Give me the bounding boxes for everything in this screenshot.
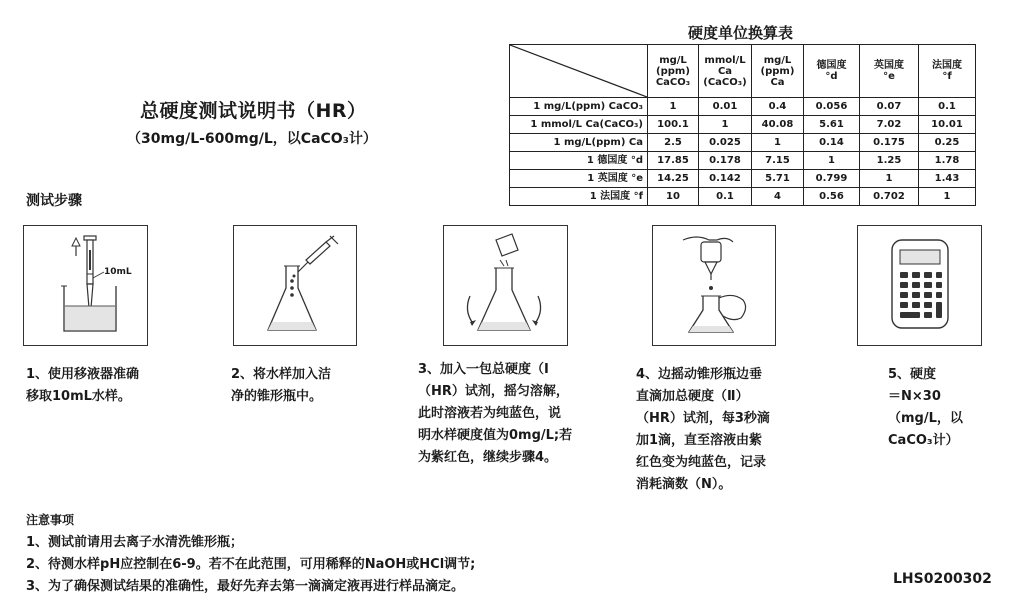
row-label: 1 德国度 °d [510,152,648,170]
step-line: （HR）试剂，每3秒滴 [636,411,770,426]
table-cell: 14.25 [648,170,699,188]
table-cell: 4 [752,188,804,206]
step-line: 红色变为纯蓝色，记录 [636,455,767,470]
step5-figure [857,225,982,346]
table-cell: 1 [919,188,976,206]
column-header-line: Ca [717,65,733,77]
conversion-table-title: 硬度单位换算表 [688,24,794,42]
column-header-line: mg/L [659,54,687,66]
column-header-line: Ca [770,76,785,88]
table-row [510,170,976,188]
column-header [699,45,752,98]
step-line: （HR）试剂，摇匀溶解， [418,384,569,399]
table-row [510,98,976,116]
table-cell: 0.4 [752,98,804,116]
table-cell: 40.08 [752,116,804,134]
table-cell: 0.1 [699,188,752,206]
step-line: 直滴加总硬度（Ⅱ） [636,389,749,404]
table-row [510,152,976,170]
table-cell: 1 [804,152,860,170]
column-header [648,45,699,98]
step-line: 5、硬度 [888,367,937,382]
column-header-line: 法国度 [932,60,962,71]
volume-label: 10mL [104,267,132,277]
column-header [860,45,919,98]
column-header-line: 英国度 [874,60,904,71]
step-line: 净的锥形瓶中。 [231,389,323,404]
table-cell: 5.61 [804,116,860,134]
row-label: 1 法国度 °f [510,188,648,206]
page-title: 总硬度测试说明书（HR） [140,100,367,122]
step-line: CaCO₃计） [888,433,959,448]
note-item: 3、为了确保测试结果的准确性，最好先弃去第一滴滴定液再进行样品滴定。 [26,579,465,594]
step-line: 1、使用移液器准确 [26,367,140,382]
step-line: 消耗滴数（N）。 [636,477,732,492]
notes-heading: 注意事项 [26,513,75,527]
table-cell: 10.01 [919,116,976,134]
row-label: 1 mg/L(ppm) CaCO₃ [510,98,648,116]
table-cell: 0.178 [699,152,752,170]
table-cell: 17.85 [648,152,699,170]
table-row [510,134,976,152]
step-line: 移取10mL水样。 [26,389,131,404]
step4-text [636,364,770,496]
table-cell: 5.71 [752,170,804,188]
column-header-line: °d [825,71,838,82]
reagent-flask-icon [444,226,567,345]
step1-text [26,364,139,408]
table-corner-cell [510,45,648,98]
column-header [804,45,860,98]
table-cell: 0.025 [699,134,752,152]
note-item: 2、待测水样pH应控制在6-9。若不在此范围，可用稀释的NaOH或HCl调节; [26,557,476,572]
column-header-line: 德国度 [816,60,847,71]
step-line: 此时溶液若为纯蓝色，说 [418,406,562,421]
column-header-line: (ppm) [656,65,690,77]
step-line: 2、将水样加入洁 [231,367,332,382]
row-label: 1 mg/L(ppm) Ca [510,134,648,152]
column-header-line: (ppm) [760,65,795,77]
table-cell: 1 [699,116,752,134]
table-cell: 1 [752,134,804,152]
table-cell: 0.056 [804,98,860,116]
note-item: 1、测试前请用去离子水清洗锥形瓶； [26,535,244,550]
step-line: 3、加入一包总硬度（Ⅰ [418,362,549,377]
table-header-row [510,45,976,98]
titration-hand-icon [653,226,775,345]
row-label: 1 英国度 °e [510,170,648,188]
table-row [510,188,976,206]
row-label: 1 mmol/L Ca(CaCO₃) [510,116,648,134]
column-header-line: °f [942,71,952,82]
diagonal-line [510,45,647,97]
table-cell: 0.799 [804,170,860,188]
page-subtitle: （30mg/L-600mg/L，以CaCO₃计） [127,131,377,147]
column-header-line: mg/L [763,54,792,66]
step3-figure [443,225,568,346]
calculator-icon [858,226,981,345]
step-line: ＝N×30 [888,389,941,404]
column-header-line: mmol/L [704,54,746,66]
table-cell: 0.14 [804,134,860,152]
table-cell: 7.15 [752,152,804,170]
table-cell: 0.25 [919,134,976,152]
table-cell: 100.1 [648,116,699,134]
hardness-conversion-table [509,44,976,206]
column-header-line: (CaCO₃) [703,76,747,88]
table-cell: 2.5 [648,134,699,152]
column-header [919,45,976,98]
column-header [752,45,804,98]
step2-figure [233,225,357,346]
column-header-line: CaCO₃ [655,76,691,88]
step2-text [231,364,331,408]
table-cell: 1 [860,170,919,188]
table-cell: 7.02 [860,116,919,134]
step4-figure [652,225,776,346]
table-cell: 0.1 [919,98,976,116]
table-cell: 0.56 [804,188,860,206]
table-cell: 1.43 [919,170,976,188]
table-cell: 0.175 [860,134,919,152]
step-line: 加1滴，直至溶液由紫 [636,433,763,448]
step-line: 4、边摇动锥形瓶边垂 [636,367,763,382]
step3-text [418,359,572,469]
table-cell: 0.142 [699,170,752,188]
step-line: （mg/L，以 [888,411,963,426]
table-cell: 1 [648,98,699,116]
table-cell: 10 [648,188,699,206]
table-cell: 1.25 [860,152,919,170]
step-line: 明水样硬度值为0mg/L;若 [418,428,573,443]
table-cell: 1.78 [919,152,976,170]
table-row [510,116,976,134]
table-cell: 0.702 [860,188,919,206]
product-code: LHS0200302 [893,571,992,587]
table-cell: 0.01 [699,98,752,116]
table-cell: 0.07 [860,98,919,116]
step1-figure [23,225,148,346]
steps-heading: 测试步骤 [26,193,82,209]
column-header-line: °e [883,71,895,82]
step-line: 为紫红色，继续步骤4。 [418,450,558,465]
step5-text [888,364,963,452]
syringe-flask-icon [234,226,356,345]
pipette-beaker-icon [24,226,147,345]
